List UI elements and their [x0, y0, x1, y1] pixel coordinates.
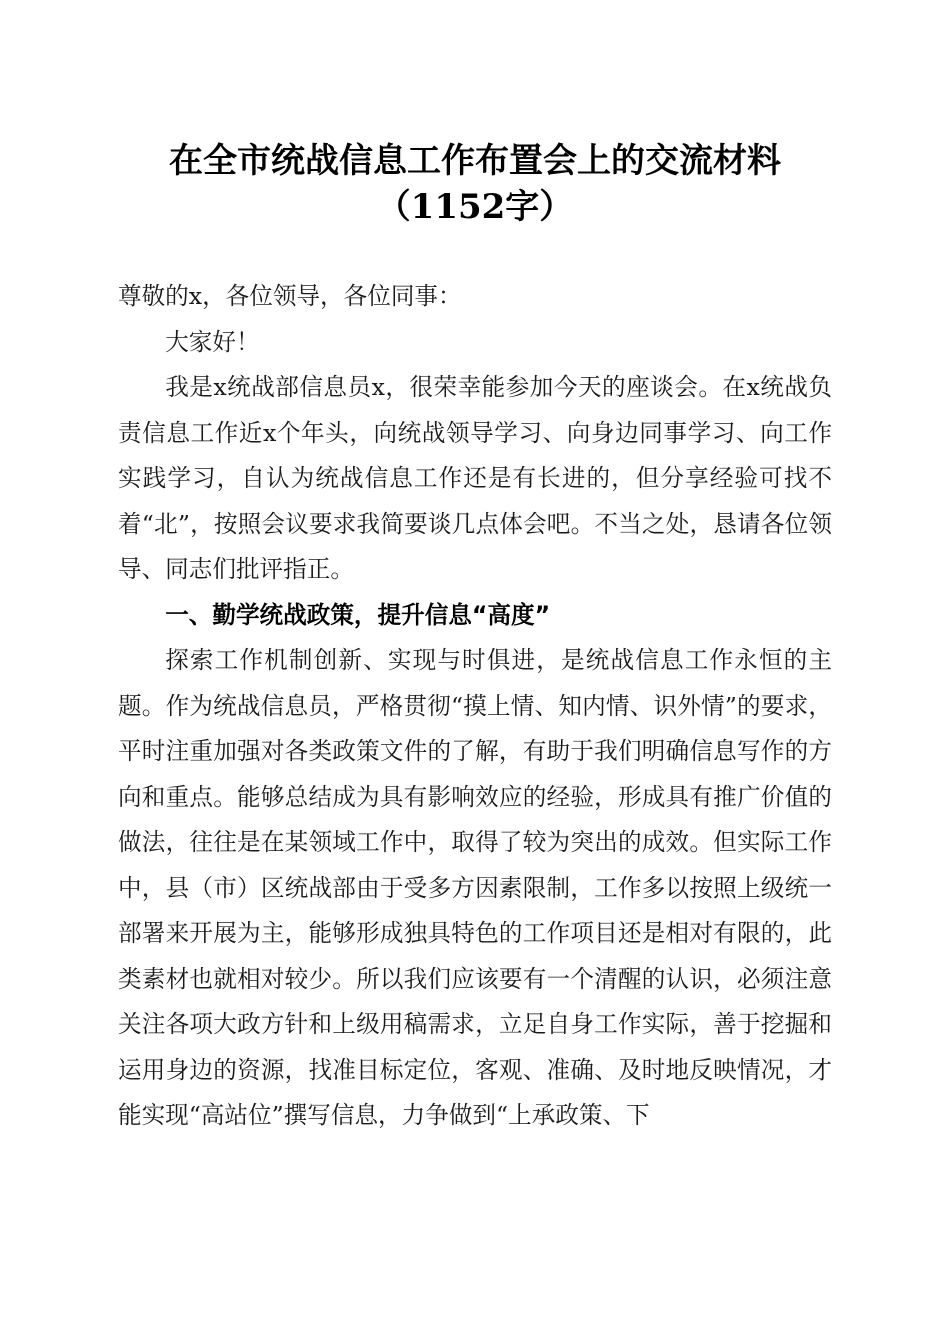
paragraph-section-1: 探索工作机制创新、实现与时俱进，是统战信息工作永恒的主题。作为统战信息员，严格贯彻“摸上情、知内情、识外情”的要求，平时注重加强对各类政策文件的了解，有助于我们明确信息写作的方向和重点。能够总结成为具有影响效应的经验，形成具有推广价值的做法，往往是在某领域工作中，取得了较为突出的成效。但实际工作中，县（市）区统战部由于受多方因素限制，工作多以按照上级统一部署来开展为主，能够形成独具特色的工作项目还是相对有限的，此类素材也就相对较少。所以我们应该要有一个清醒的认识，必须注意关注各项大政方针和上级用稿需求，立足自身工作实际，善于挖掘和运用身边的资源，找准目标定位，客观、准确、及时地反映情况，才能实现“高站位”撰写信息，力争做到“上承政策、下 [118, 646, 832, 1129]
section-heading-1: 一、勤学统战政策，提升信息“高度” [165, 600, 551, 629]
salutation: 尊敬的x，各位领导，各位同事： [118, 282, 462, 310]
document-word-count: （1152字） [376, 187, 574, 227]
document-body [118, 274, 832, 1139]
paragraph-intro: 我是x统战部信息员x，很荣幸能参加今天的座谈会。在x统战负责信息工作近x个年头，向统战领导学习、向身边同事学习、向工作实践学习，自认为统战信息工作还是有长进的，但分享经验可找不着“北”，按照会议要求我简要谈几点体会吧。不当之处，恳请各位领导、同志们批评指正。 [118, 373, 832, 583]
document-title: 在全市统战信息工作布置会上的交流材料 [169, 141, 781, 181]
greeting: 大家好！ [165, 327, 260, 356]
